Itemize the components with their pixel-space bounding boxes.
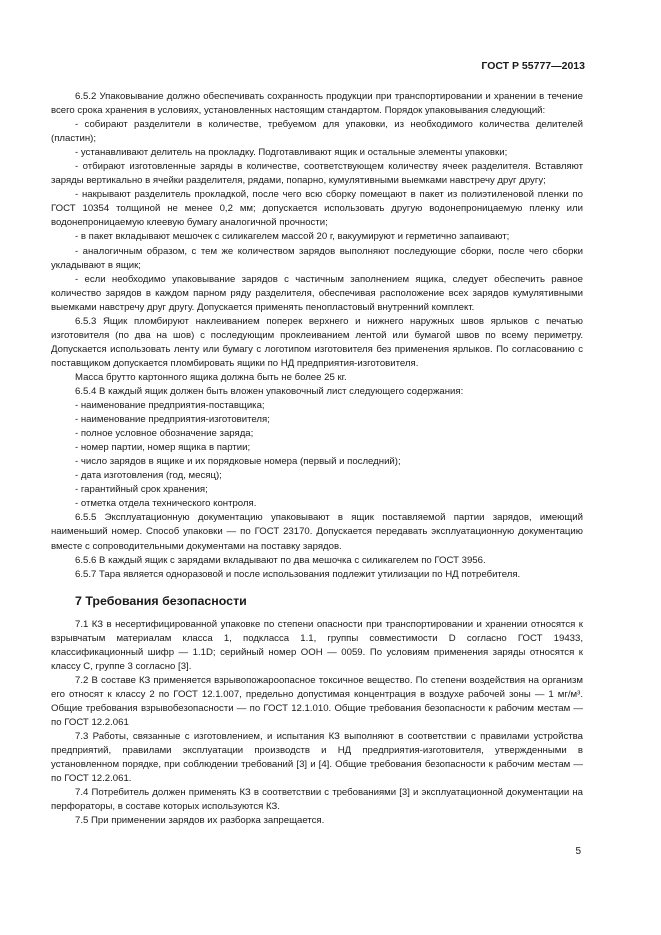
list-item: - номер партии, номер ящика в партии;	[75, 442, 251, 454]
paragraph: - если необходимо упаковывание зарядов с частичным заполнением ящика, следует обеспечить равное количество зарядов в каждом парном ряду разделителя, обеспечивая расположение всех зарядов кумулятивными выемками навстречу друг другу. Допускается применять пенопластовый внутренний комплект.	[51, 273, 583, 313]
paragraph: 7.4 Потребитель должен применять КЗ в соответствии с требованиями [3] и эксплуатационной документации на перфораторы, в составе которых используются КЗ.	[51, 787, 583, 813]
list-item: - наименование предприятия-поставщика;	[75, 400, 265, 412]
paragraph: 7.2 В составе КЗ применяется взрывопожароопасное токсичное вещество. По степени воздействия на организм его относят к классу 2 по ГОСТ 12.1.007, предельно допустимая концентрация в воздухе рабочей зоны — 1 мг/м³. Общие требования взрывобезопасности — по ГОСТ 12.1.010. Общие требования безопасности к рабочим местам — по ГОСТ 12.2.061	[51, 674, 583, 729]
document-body	[51, 90, 583, 828]
list-item: - наименование предприятия-изготовителя;	[75, 414, 270, 426]
paragraph: 6.5.4 В каждый ящик должен быть вложен упаковочный лист следующего содержания:	[75, 385, 464, 397]
paragraph: 7.5 При применении зарядов их разборка запрещается.	[75, 815, 325, 827]
paragraph: Масса брутто картонного ящика должна быть не более 25 кг.	[75, 371, 347, 383]
list-item: - число зарядов в ящике и их порядковые номера (первый и последний);	[75, 456, 401, 468]
paragraph: 7.1 КЗ в несертифицированной упаковке по степени опасности при транспортировании и хранении относятся к взрывчатым материалам класса 1, подкласса 1.1, группы совместимости D согласно ГОСТ 19433, классификационный шифр — 1.1D; серийный номер ООН — 0059. По условиям применения заряды относятся к классу С, группе 3 согласно [3].	[51, 618, 583, 672]
paragraph: - устанавливают делитель на прокладку. Подготавливают ящик и остальные элементы упаковки;	[75, 147, 508, 159]
paragraph: 7.3 Работы, связанные с изготовлением, и испытания КЗ выполняют в соответствии с правилами устройства предприятий, правилами эксплуатации производств и НД предприятия-изготовителя, утвержденными в установленном порядке, при соблюдении требований [3] и [4]. Общие требования безопасности к рабочим местам — по ГОСТ 12.2.061.	[51, 731, 583, 785]
section-title: 7 Требования безопасности	[75, 593, 247, 608]
paragraph: 6.5.2 Упаковывание должно обеспечивать сохранность продукции при транспортировании и хранении в течение всего срока хранения в условиях, установленных настоящим стандартом. Порядок упаковывания следующий:	[51, 91, 583, 117]
list-item: - дата изготовления (год, месяц);	[75, 470, 222, 482]
document-header: ГОСТ Р 55777—2013	[481, 60, 585, 72]
paragraph: - собирают разделители в количестве, требуемом для упаковки, из необходимого количества делителей (пластин);	[51, 119, 583, 145]
paragraph: 6.5.3 Ящик пломбируют наклеиванием поперек верхнего и нижнего наружных швов ярлыков с печатью изготовителя (по два на шов) с последующим проклеиванием лентой или бумагой швов по всему периметру. Допускается использовать ленту или бумагу с логотипом изготовителя без применения ярлыков. По согласованию с поставщиком допускается пломбировать ящики по НД предприятия-изготовителя.	[51, 315, 583, 369]
paragraph: - накрывают разделитель прокладкой, после чего всю сборку помещают в пакет из полиэтиленовой пленки по ГОСТ 10354 толщиной не менее 0,2 мм; допускается использовать другую водонепроницаемую пленку или водонепроницаемую клеевую бумагу аналогичной прочности;	[51, 189, 583, 229]
paragraph: 6.5.7 Тара является одноразовой и после использования подлежит утилизации по НД потребителя.	[75, 568, 521, 580]
list-item: - отметка отдела технического контроля.	[75, 498, 257, 510]
page-number: 5	[575, 846, 581, 857]
paragraph: 6.5.6 В каждый ящик с зарядами вкладывают по два мешочка с силикагелем по ГОСТ 3956.	[75, 554, 486, 566]
paragraph: - в пакет вкладывают мешочек с силикагелем массой 20 г, вакуумируют и герметично запаивают;	[75, 231, 510, 243]
list-item: - гарантийный срок хранения;	[75, 484, 208, 496]
paragraph: 6.5.5 Эксплуатационную документацию упаковывают в ящик поставляемой партии зарядов, имеющий наименьший номер. Способ упаковки — по ГОСТ 23170. Допускается передавать эксплуатационную документацию вместе с сопроводительными документами на поставку зарядов.	[51, 512, 583, 552]
list-item: - полное условное обозначение заряда;	[75, 428, 254, 440]
paragraph: - аналогичным образом, с тем же количеством зарядов выполняют последующие сборки, после чего сборки укладывают в ящик;	[51, 245, 583, 271]
paragraph: - отбирают изготовленные заряды в количестве, соответствующем количеству ячеек разделителя. Вставляют заряды вертикально в ячейки разделителя, рядами, попарно, кумулятивными выемками навстречу друг другу;	[51, 161, 583, 187]
